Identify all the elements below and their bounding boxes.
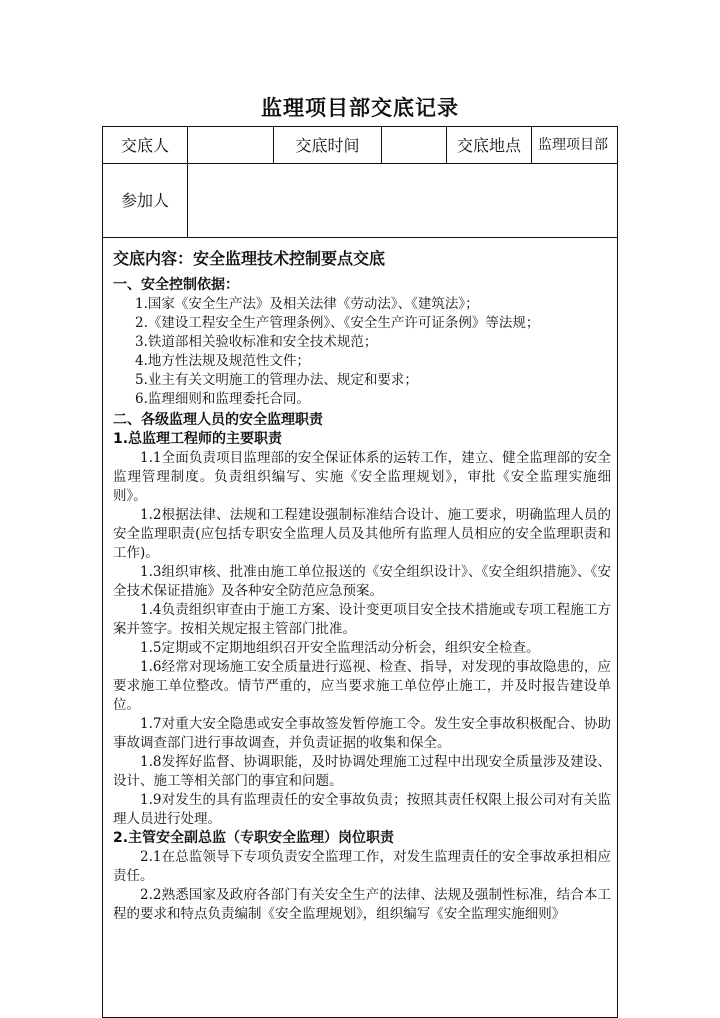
subsection-title: 1.总监理工程师的主要职责 <box>113 431 283 447</box>
basis-item: 4.地方性法规及规范性文件； <box>135 353 310 369</box>
duty-paragraph: 1.1全面负责项目监理部的安全保证体系的运转工作，建立、健全监理部的安全监理管理制度。负责组织编写、实施《安全监理规划》，审批《安全监理实施细则》。 <box>113 450 611 504</box>
column-divider <box>531 127 532 163</box>
section-title: 二、各级监理人员的安全监理职责 <box>113 412 323 428</box>
section-title: 一、安全控制依据： <box>113 277 239 293</box>
duty-paragraph: 2.2熟悉国家及政府各部门有关安全生产的法律、法规及强制性标准，结合本工程的要求和特点负责编制《安全监理规划》，组织编写《安全监理实施细则》 <box>113 887 611 922</box>
content-heading: 交底内容：安全监理技术控制要点交底 <box>113 249 386 268</box>
duty-paragraph: 1.2根据法律、法规和工程建设强制标准结合设计、施工要求，明确监理人员的安全监理职责(应包括专职安全监理人员及其他所有监理人员相应的安全监理职责和工作)。 <box>113 507 611 561</box>
handover-person-label: 交底人 <box>120 135 169 155</box>
duty-paragraph: 1.8发挥好监督、协调职能，及时协调处理施工过程中出现安全质量涉及建设、设计、施工等相关部门的事宜和问题。 <box>113 754 611 789</box>
basis-item: 3.铁道部相关验收标准和安全技术规范； <box>135 334 378 350</box>
duty-paragraph: 1.3组织审核、批准由施工单位报送的《安全组织设计》、《安全组织措施》、《安全技术保证措施》及各种安全防范应急预案。 <box>113 564 611 599</box>
handover-content <box>113 243 611 924</box>
attendees-field[interactable] <box>188 164 618 237</box>
basis-item: 2.《建设工程安全生产管理条例》、《安全生产许可证条例》等法规； <box>135 315 540 331</box>
basis-item: 5.业主有关文明施工的管理办法、规定和要求； <box>135 372 418 388</box>
handover-record-table <box>102 126 618 1018</box>
row-divider <box>103 237 617 238</box>
handover-person-field[interactable] <box>188 127 273 163</box>
handover-place-field[interactable]: 监理项目部 <box>538 136 608 153</box>
handover-time-label: 交底时间 <box>295 135 360 155</box>
attendees-label: 参加人 <box>120 191 169 210</box>
page-title: 监理项目部交底记录 <box>261 96 459 120</box>
duty-paragraph: 2.1在总监领导下专项负责安全监理工作，对发生监理责任的安全事故承担相应责任。 <box>113 849 611 884</box>
duty-paragraph: 1.5定期或不定期地组织召开安全监理活动分析会，组织安全检查。 <box>140 640 540 656</box>
duty-paragraph: 1.4负责组织审查由于施工方案、设计变更项目安全技术措施或专项工程施工方案并签字。按相关规定报主管部门批准。 <box>113 602 611 637</box>
basis-item: 1.国家《安全生产法》及相关法律《劳动法》、《建筑法》； <box>135 296 479 312</box>
handover-place-label: 交底地点 <box>456 135 521 155</box>
duty-paragraph: 1.9对发生的具有监理责任的安全事故负责；按照其责任权限上报公司对有关监理人员进行处理。 <box>113 792 611 827</box>
basis-item: 6.监理细则和监理委托合同。 <box>135 391 310 407</box>
handover-time-field[interactable] <box>382 127 446 163</box>
duty-paragraph: 1.7对重大安全隐患或安全事故签发暂停施工令。发生安全事故积极配合、协助事故调查部门进行事故调查，并负责证据的收集和保全。 <box>113 716 611 751</box>
subsection-title: 2.主管安全副总监（专职安全监理）岗位职责 <box>113 830 395 846</box>
duty-paragraph: 1.6经常对现场施工安全质量进行巡视、检查、指导，对发现的事故隐患的，应要求施工单位整改。情节严重的，应当要求施工单位停止施工，并及时报告建设单位。 <box>113 659 611 713</box>
